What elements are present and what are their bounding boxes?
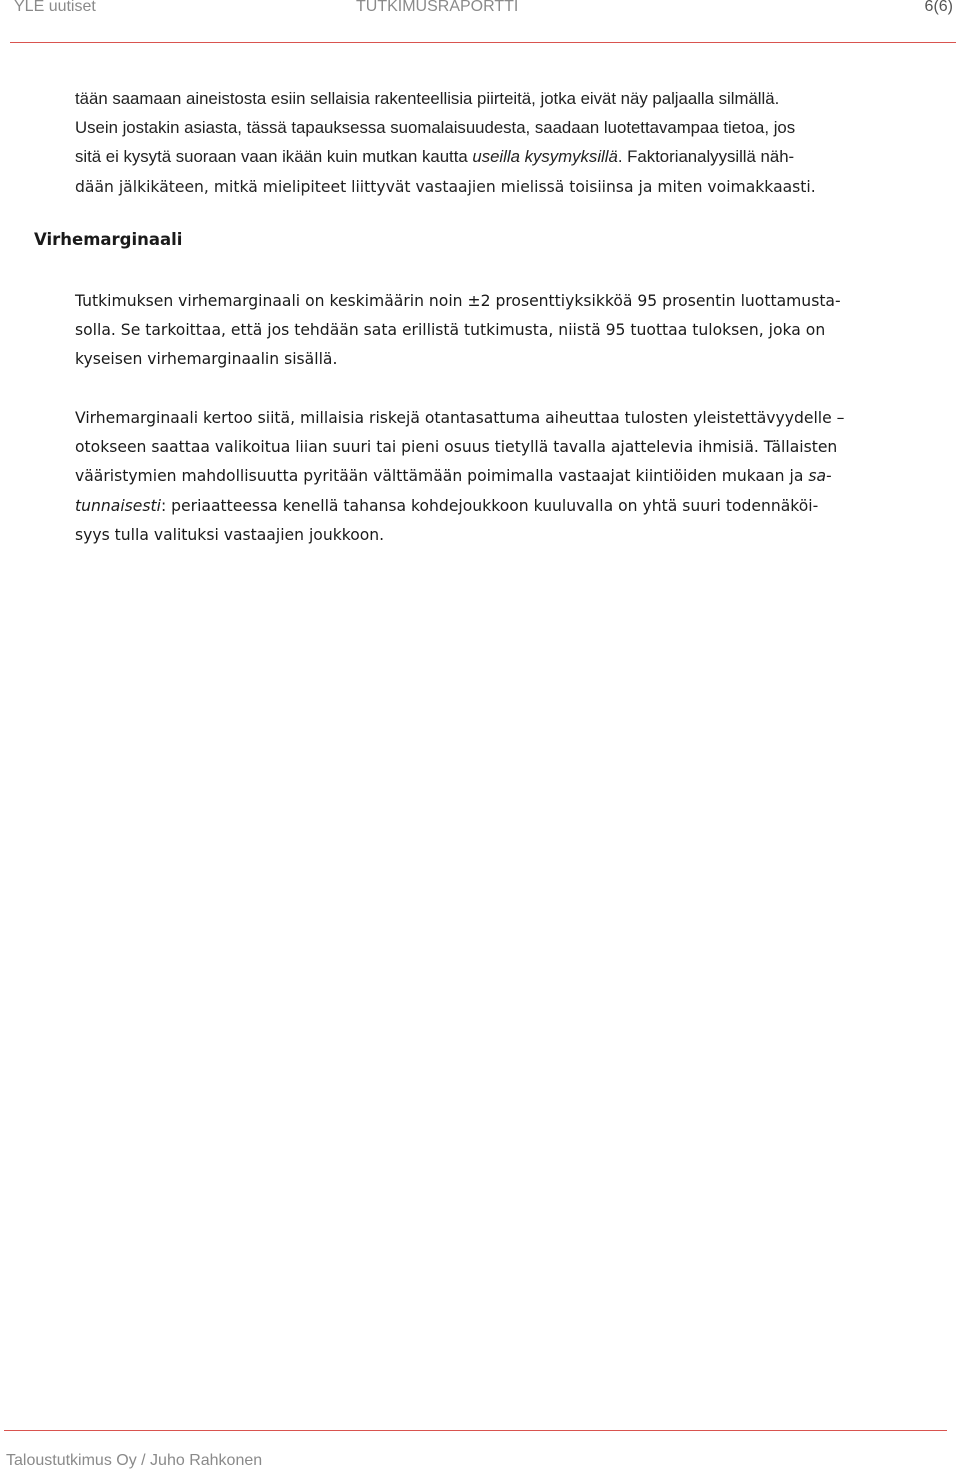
- para2-line-2: otokseen saattaa valikoitua liian suuri tai pieni osuus tietyllä tavalla ajattelevia ihmisiä. Tällaisten: [75, 438, 838, 457]
- page-footer: Taloustutkimus Oy / Juho Rahkonen: [6, 1452, 263, 1469]
- footer-divider: [4, 1430, 947, 1431]
- page-header: [0, 0, 960, 20]
- header-divider: [10, 42, 956, 43]
- sampling-risk-paragraph: [75, 404, 890, 550]
- para1-line-1: Tutkimuksen virhemarginaali on keskimäärin noin ±2 prosenttiyksikköä 95 prosentin luottamusta-: [75, 292, 841, 310]
- para1-line-3: kyseisen virhemarginaalin sisällä.: [75, 350, 338, 369]
- para2-line-5: syys tulla valituksi vastaajien joukkoon.: [75, 525, 385, 544]
- intro-line-4: dään jälkikäteen, mitkä mielipiteet liittyvät vastaajien mielissä toisiinsa ja miten voimakkaasti.: [75, 177, 816, 196]
- intro-paragraph: [75, 84, 890, 202]
- para2-line-4-tail: : periaatteessa kenellä tahansa kohdejoukkoon kuuluvalla on yhtä suuri todennäköi-: [160, 496, 819, 515]
- para2-emphasis-end: tunnaisesti: [75, 496, 161, 515]
- intro-emphasis: useilla kysymyksillä: [472, 147, 618, 167]
- intro-line-2: Usein jostakin asiasta, tässä tapauksessa suomalaisuudesta, saadaan luotettavampaa tietoa, jos: [75, 118, 796, 138]
- intro-line-3-tail: . Faktorianalyysillä näh-: [617, 147, 795, 167]
- para2-line-1: Virhemarginaali kertoo siitä, millaisia riskejä otantasattuma aiheuttaa tulosten yleistettävyydelle –: [75, 409, 845, 427]
- header-report-title: TUTKIMUSRAPORTTI: [356, 0, 519, 15]
- para1-line-2: solla. Se tarkoittaa, että jos tehdään sata erillistä tutkimusta, niistä 95 tuottaa tuloksen, joka on: [75, 321, 826, 340]
- header-page-number: 6(6): [924, 0, 953, 15]
- section-heading: Virhemarginaali: [34, 230, 183, 249]
- margin-of-error-paragraph: [75, 287, 890, 375]
- para2-line-3: vääristymien mahdollisuutta pyritään välttämään poimimalla vastaajat kiintiöiden mukaan ja: [75, 467, 809, 486]
- intro-line-3: sitä ei kysytä suoraan vaan ikään kuin mutkan kautta: [75, 147, 473, 167]
- header-publisher: YLE uutiset: [14, 0, 96, 15]
- intro-line-1: tään saamaan aineistosta esiin sellaisia rakenteellisia piirteitä, jotka eivät näy paljaalla silmällä.: [75, 89, 780, 108]
- para2-emphasis-start: sa-: [808, 467, 832, 486]
